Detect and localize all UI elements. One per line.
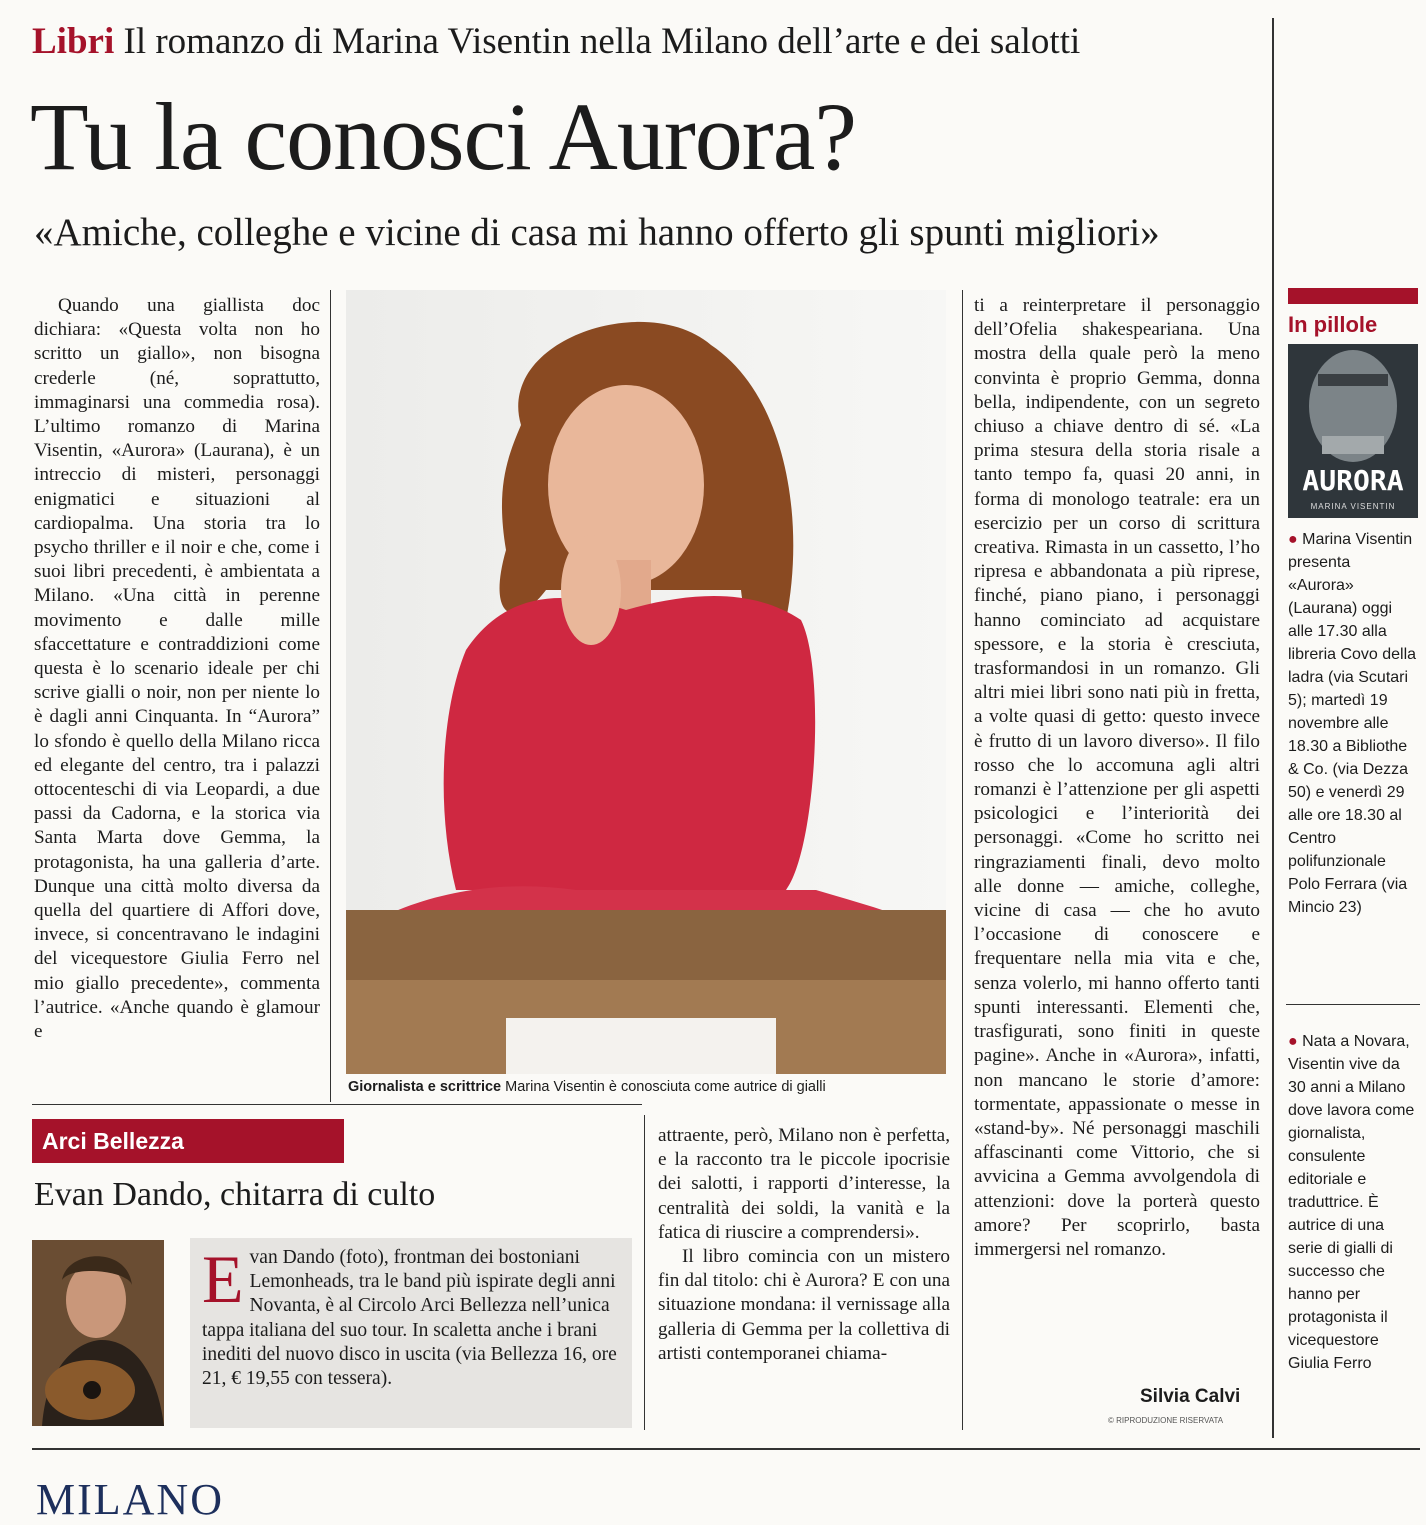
- sidebar-item: [1288, 1030, 1420, 1375]
- photo-caption: [348, 1079, 826, 1095]
- drop-cap: E: [202, 1241, 244, 1317]
- caption-text: Marina Visentin è conosciuta come autrice di gialli: [505, 1079, 826, 1095]
- arci-body: van Dando (foto), frontman dei bostoniani Lemonheads, tra le band più ispirate degli anni Novanta, è al Circolo Arci Bellezza nell’unica tappa italiana del suo tour. In scaletta anche i brani inediti del nuovo disco in uscita (via Bellezza 16, ore 21, € 19,55 con tessera).: [202, 1247, 617, 1390]
- footer-section-name: MILANO: [36, 1475, 224, 1524]
- kicker: [32, 20, 1080, 63]
- copyright-notice: © RIPRODUZIONE RISERVATA: [1108, 1416, 1224, 1425]
- author-photo: [346, 290, 946, 1074]
- book-author: MARINA VISENTIN: [1310, 502, 1396, 511]
- footer-rule: [32, 1448, 1420, 1450]
- caption-bold: Giornalista e scrittrice: [348, 1079, 502, 1095]
- article-text: attraente, però, Milano non è perfetta, e la racconto tra le piccole ipocrisie dei salotti, i rapporti d’interesse, la centralità dei soldi, la vanità e la fatica di riuscire a comprendersi».: [658, 1125, 950, 1243]
- author-byline: Silvia Calvi: [1140, 1386, 1241, 1407]
- section-label: Libri: [32, 21, 115, 62]
- sidebar-item-text: Marina Visentin presenta «Aurora» (Laurana) oggi alle 17.30 alla libreria Covo della ladra (via Scutari 5); martedì 19 novembre alle 18.30 a Bibliothe & Co. (via Dezza 50) e venerdì 29 alle ore 18.30 al Centro polifunzionale Polo Ferrara (via Mincio 23): [1288, 531, 1417, 916]
- sidebar-red-bar: [1288, 288, 1418, 304]
- sidebar-divider: [1272, 18, 1274, 1438]
- sidebar-title: In pillole: [1288, 312, 1378, 337]
- sidebar-item: [1288, 528, 1420, 919]
- arci-title: Evan Dando, chitarra di culto: [34, 1176, 436, 1213]
- book-cover: [1288, 344, 1418, 518]
- sidebar-divider-line: [1286, 1004, 1420, 1005]
- column-divider: [330, 290, 331, 1102]
- article-text: ti a reinterpretare il personaggio dell’Ofelia shakespeariana. Una mostra della quale però la meno convinta è proprio Gemma, donna bella, indipendente, con un segreto chiuso a chiave dentro di sé. «La prima stesura della storia risale a tanto tempo fa, quasi 20 anni, in forma di monologo teatrale: era un esercizio per un corso di scrittura creativa. Rimasta in un cassetto, l’ho ripresa e abbandonata a più riprese, finché, piano piano, i personaggi hanno cominciato ad acquistare spessore, e la storia è cresciuta, trasformandosi in un romanzo. Gli altri miei libri sono nati più in fretta, a volte quasi di getto: questo invece è frutto di un lavoro diverso». Il filo rosso che lo accomuna agli altri romanzi è l’attenzione per gli aspetti psicologici e l’interiorità dei personaggi. «Come ho scritto nei ringraziamenti finali, devo molto alle donne — amiche, colleghe, vicine di casa — che ho avuto l’occasione di conoscere e frequentare nella mia vita e che, senza volerlo, mi hanno offerto tanti spunti interessanti. Elementi che, trasfigurati, sono finiti in queste pagine». Anche in «Aurora», infatti, non mancano le storie d’amore: tormentate, appassionate o messe in «stand-by». Né personaggi maschili affascinanti come Vittorio, che si avvicina a Gemma avvolgendola di attenzioni: dove la porterà questo amore? Per scoprirlo, basta immergersi nel romanzo.: [974, 295, 1260, 1260]
- bullet-icon: ●: [1288, 531, 1298, 548]
- arci-section-label: Arci Bellezza: [32, 1119, 344, 1163]
- deck: «Amiche, colleghe e vicine di casa mi hanno offerto gli spunti migliori»: [34, 211, 1160, 254]
- article-column-1: [34, 294, 320, 1102]
- kicker-text: Il romanzo di Marina Visentin nella Milano dell’arte e dei salotti: [123, 21, 1081, 62]
- article-column-3: [974, 294, 1260, 1386]
- article-text: Quando una giallista doc dichiara: «Questa volta non ho scritto un giallo», non bisogna crederle (né, soprattutto, immaginarsi una commedia rosa). L’ultimo romanzo di Marina Visentin, «Aurora» (Laurana), è un intreccio di misteri, personaggi enigmatici e situazioni al cardiopalma. Una storia tra lo psycho thriller e il noir e che, come i suoi libri precedenti, è ambientata a Milano. «Una città in perenne movimento e dalle mille sfaccettature e contraddizioni come questa è lo scenario ideale per chi scrive gialli o noir, non per niente lo è dagli anni Cinquanta. In “Aurora” lo sfondo è quello della Milano ricca ed elegante del centro, tra i palazzi ottocenteschi di via Leopardi, a due passi da Cadorna, e la storica via Santa Marta dove Gemma, la protagonista, ha una galleria d’arte. Dunque una città molto diversa da quella del quartiere di Affori dove, invece, si concentravano le indagini del vicequestore Giulia Ferro nel mio giallo precedente», commenta l’autrice. «Anche quando è glamour e: [34, 295, 320, 1043]
- column-divider: [644, 1115, 645, 1430]
- bullet-icon: ●: [1288, 1033, 1298, 1050]
- sidebar-item-text: Nata a Novara, Visentin vive da 30 anni a Milano dove lavora come giornalista, consulente editoriale e traduttrice. È autrice di una serie di gialli di successo che hanno per protagonista il vicequestore Giulia Ferro: [1288, 1033, 1415, 1372]
- evan-dando-photo: [32, 1240, 164, 1426]
- article-text: Il libro comincia con un mistero fin dal titolo: chi è Aurora? E con una situazione mondana: il vernissage alla galleria di Gemma per la collettiva di artisti contemporanei chiama-: [658, 1246, 950, 1364]
- headline: Tu la conosci Aurora?: [30, 83, 856, 190]
- article-column-2: [658, 1124, 950, 1436]
- book-title: AURORA: [1302, 464, 1404, 497]
- section-divider: [32, 1104, 642, 1105]
- column-divider: [962, 290, 963, 1430]
- arci-text-box: [190, 1238, 632, 1428]
